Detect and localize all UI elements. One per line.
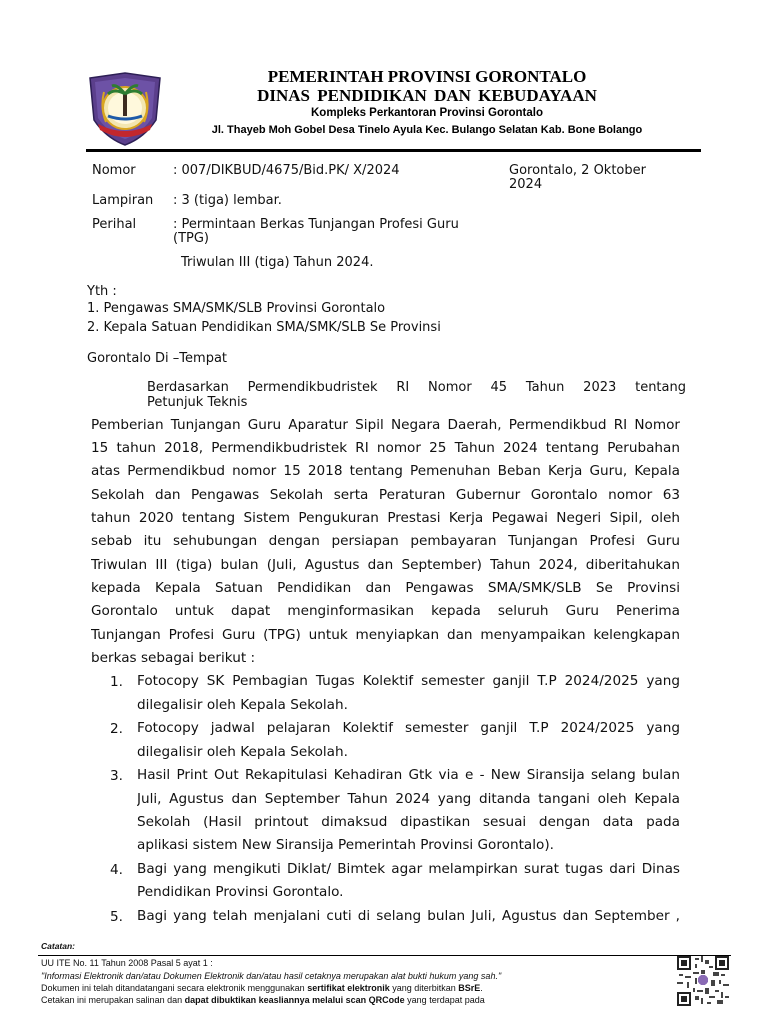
letterhead-agency: DINAS PENDIDIKAN DAN KEBUDAYAAN [257,86,597,105]
paragraph-line: Pemberian Tunjangan Guru Aparatur Sipil Negara Daerah, Permendikbud RI Nomor [91,417,680,433]
qr-code-icon[interactable] [677,956,729,1006]
paragraph-line: Sekolah dan Pengawas Sekolah serta Peraturan Gubernur Gorontalo nomor 63 [91,487,680,503]
list-item-line: aplikasi sistem New Siransija Pemerintah Provinsi Gorontalo). [137,837,554,853]
paragraph-line: 15 tahun 2018, Permendikbudristek RI nomor 25 Tahun 2024 tentang Perubahan [91,440,680,456]
paragraph-line: berkas sebagai berikut : [91,650,256,666]
letter-date-line2: 2024 [509,177,543,192]
list-item-line: Bagi yang telah menjalani cuti di selang bulan Juli, Agustus dan September , [137,908,680,924]
footer-emphasis: dapat dibuktikan keasliannya melalui scan QRCode [184,995,405,1005]
footer-text: yang diterbitkan [389,983,459,993]
lampiran-label: Lampiran [92,193,154,208]
perihal-value-line2: (TPG) [173,231,209,246]
footer-law-quote: "Informasi Elektronik dan/atau Dokumen Elektronik dan/atau hasil cetaknya merupakan alat bukti hukum yang sah." [41,971,502,981]
footer-text: . [480,983,483,993]
list-item-line: Hasil Print Out Rekapitulasi Kehadiran Gtk via e - New Siransija selang bulan [137,767,680,783]
footer-qr-note [41,995,485,1005]
footer-text: yang terdapat pada [404,995,485,1005]
list-item-line: dilegalisir oleh Kepala Sekolah. [137,697,348,713]
perihal-value-line1: : Permintaan Berkas Tunjangan Profesi Guru [173,217,459,232]
footer-text: Dokumen ini telah ditandatangani secara elektronik menggunakan [41,983,308,993]
list-item-line: Bagi yang mengikuti Diklat/ Bimtek agar melampirkan surat tugas dari Dinas [137,861,680,877]
perihal-value-line3: Triwulan III (tiga) Tahun 2024. [181,255,374,270]
nomor-value: : 007/DIKBUD/4675/Bid.PK/ X/2024 [173,163,400,178]
footer-law-reference: UU ITE No. 11 Tahun 2008 Pasal 5 ayat 1 : [41,958,213,968]
intro-line-1: Berdasarkan Permendikbudristek RI Nomor 45 Tahun 2023 tentang [147,381,686,395]
list-number: 2. [110,721,123,737]
footer-text: Cetakan ini merupakan salinan dan [41,995,185,1005]
footer-signature-note [41,983,483,993]
list-number: 1. [110,674,123,690]
list-item-line: Pendidikan Provinsi Gorontalo. [137,884,344,900]
perihal-label: Perihal [92,217,137,232]
footer-note-title: Catatan: [41,941,76,951]
list-item-line: dilegalisir oleh Kepala Sekolah. [137,744,348,760]
list-number: 3. [110,768,123,784]
letter-date-line1: Gorontalo, 2 Oktober [509,163,646,178]
list-item-line: Fotocopy SK Pembagian Tugas Kolektif semester ganjil T.P 2024/2025 yang [137,673,680,689]
letterhead-complex: Kompleks Perkantoran Provinsi Gorontalo [311,107,543,119]
paragraph-line: Tunjangan Profesi Guru (TPG) untuk menyiapkan dan menyampaikan kelengkapan [91,627,680,643]
footer-emphasis: BSrE [458,983,481,993]
gorontalo-emblem-logo [84,72,166,146]
list-number: 5. [110,909,123,925]
paragraph-line: tahun 2020 tentang Sistem Pengukuran Prestasi Kerja Pegawai Negeri Sipil, oleh [91,510,680,526]
paragraph-line: kepada Kepala Satuan Pendidikan dan Pengawas SMA/SMK/SLB Se Provinsi [91,580,680,596]
letterhead-government: PEMERINTAH PROVINSI GORONTALO [267,67,587,86]
list-number: 4. [110,862,123,878]
list-item-line: Sekolah (Hasil printout dimaksud dipastikan sesuai dengan data pada [137,814,680,830]
recipient-2: 2. Kepala Satuan Pendidikan SMA/SMK/SLB Se Provinsi [87,320,441,335]
list-item-line: Juli, Agustus dan September Tahun 2024 yang ditanda tangani oleh Kepala [137,791,680,807]
lampiran-value: : 3 (tiga) lembar. [173,193,282,208]
nomor-label: Nomor [92,163,136,178]
footer-emphasis: sertifikat elektronik [307,983,390,993]
footer-divider [38,955,731,956]
yth-label: Yth : [87,284,117,299]
recipient-place: Gorontalo Di –Tempat [87,351,228,366]
paragraph-line: Gorontalo untuk dapat menginformasikan kepada seluruh Guru Penerima [91,603,680,619]
recipient-1: 1. Pengawas SMA/SMK/SLB Provinsi Gorontalo [87,301,386,316]
letterhead-divider [86,149,701,152]
letterhead-address: Jl. Thayeb Moh Gobel Desa Tinelo Ayula Kec. Bulango Selatan Kab. Bone Bolango [211,124,643,136]
list-item-line: Fotocopy jadwal pelajaran Kolektif semester ganjil T.P 2024/2025 yang [137,720,680,736]
paragraph-line: Triwulan III (tiga) bulan (Juli, Agustus dan September) Tahun 2024, diberitahukan [91,557,680,573]
paragraph-line: sebab itu sehubungan dengan persiapan pembayaran Tunjangan Profesi Guru [91,533,680,549]
intro-line-2: Petunjuk Teknis [147,395,248,410]
paragraph-line: atas Permendikbud nomor 15 2018 tentang Pemenuhan Beban Kerja Guru, Kepala [91,463,680,479]
